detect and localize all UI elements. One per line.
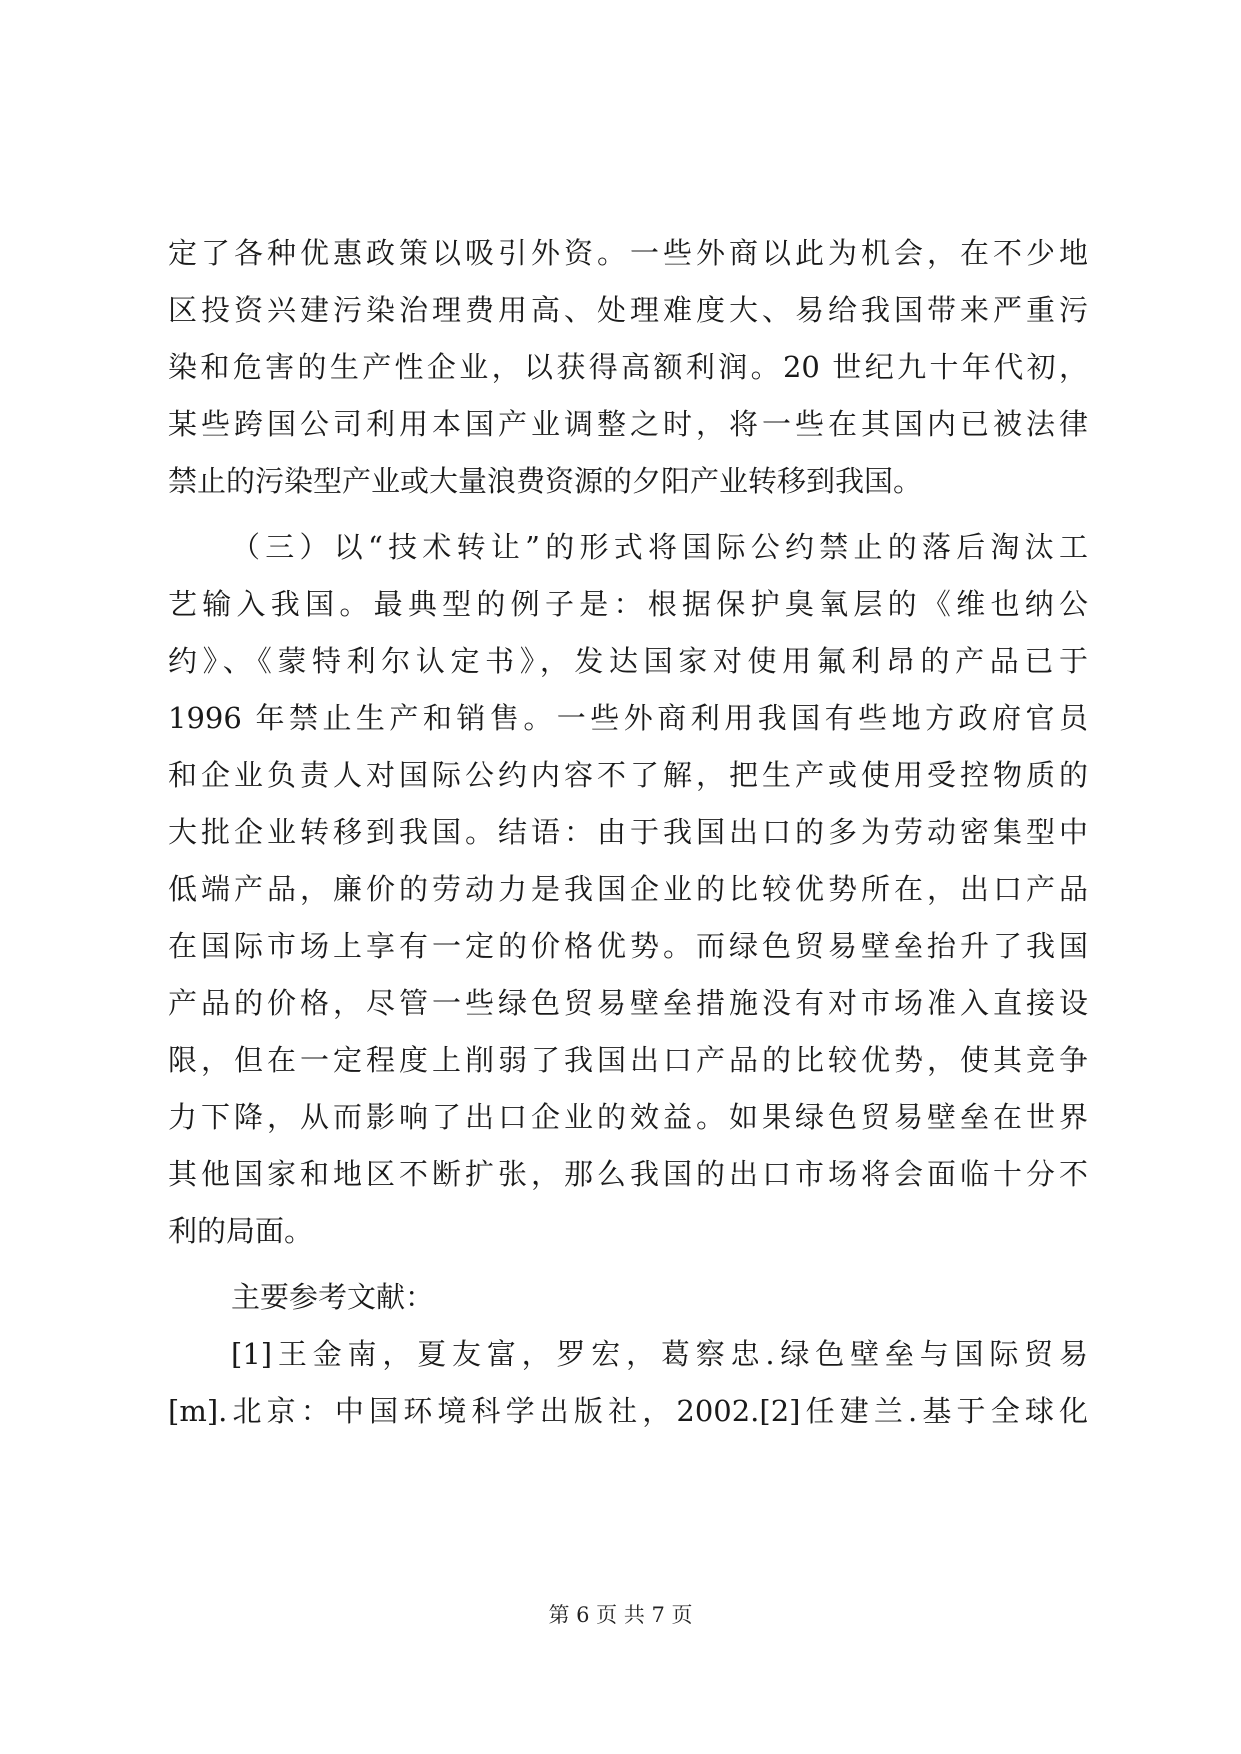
reference-line: [1]王金南，夏友富，罗宏，葛察忠.绿色壁垒与国际贸易 (231, 1337, 1088, 1371)
text-line: 艺输入我国。最典型的例子是：根据保护臭氧层的《维也纳公 (168, 587, 1088, 621)
text-line: 区投资兴建污染治理费用高、处理难度大、易给我国带来严重污 (168, 293, 1088, 327)
text-line: 利的局面。 (168, 1214, 314, 1248)
references-heading: 主要参考文献： (231, 1280, 435, 1314)
text-line: 约》、《蒙特利尔认定书》，发达国家对使用氟利昂的产品已于 (168, 644, 1088, 678)
text-line: 力下降，从而影响了出口企业的效益。如果绿色贸易壁垒在世界 (168, 1100, 1088, 1134)
text-line: 染和危害的生产性企业，以获得高额利润。20 世纪九十年代初， (168, 350, 1088, 384)
page-number: 第 6 页 共 7 页 (548, 1603, 693, 1627)
text-line: 大批企业转移到我国。结语：由于我国出口的多为劳动密集型中 (168, 815, 1088, 849)
text-line: 定了各种优惠政策以吸引外资。一些外商以此为机会，在不少地 (168, 236, 1088, 270)
text-line: 产品的价格，尽管一些绿色贸易壁垒措施没有对市场准入直接设 (168, 986, 1088, 1020)
text-line: 其他国家和地区不断扩张，那么我国的出口市场将会面临十分不 (168, 1157, 1088, 1191)
text-line: 在国际市场上享有一定的价格优势。而绿色贸易壁垒抬升了我国 (168, 929, 1088, 963)
page-footer (0, 1600, 1241, 1630)
text-line: （三）以“技术转让”的形式将国际公约禁止的落后淘汰工 (231, 530, 1088, 564)
text-line: 禁止的污染型产业或大量浪费资源的夕阳产业转移到我国。 (168, 464, 923, 498)
text-line: 低端产品，廉价的劳动力是我国企业的比较优势所在，出口产品 (168, 872, 1088, 906)
reference-line: [m].北京：中国环境科学出版社，2002.[2]任建兰.基于全球化 (168, 1394, 1088, 1428)
text-line: 限，但在一定程度上削弱了我国出口产品的比较优势，使其竞争 (168, 1043, 1088, 1077)
text-line: 和企业负责人对国际公约内容不了解，把生产或使用受控物质的 (168, 758, 1088, 792)
document-body (168, 225, 1088, 1440)
text-line: 某些跨国公司利用本国产业调整之时，将一些在其国内已被法律 (168, 407, 1088, 441)
text-line: 1996 年禁止生产和销售。一些外商利用我国有些地方政府官员 (168, 701, 1088, 735)
